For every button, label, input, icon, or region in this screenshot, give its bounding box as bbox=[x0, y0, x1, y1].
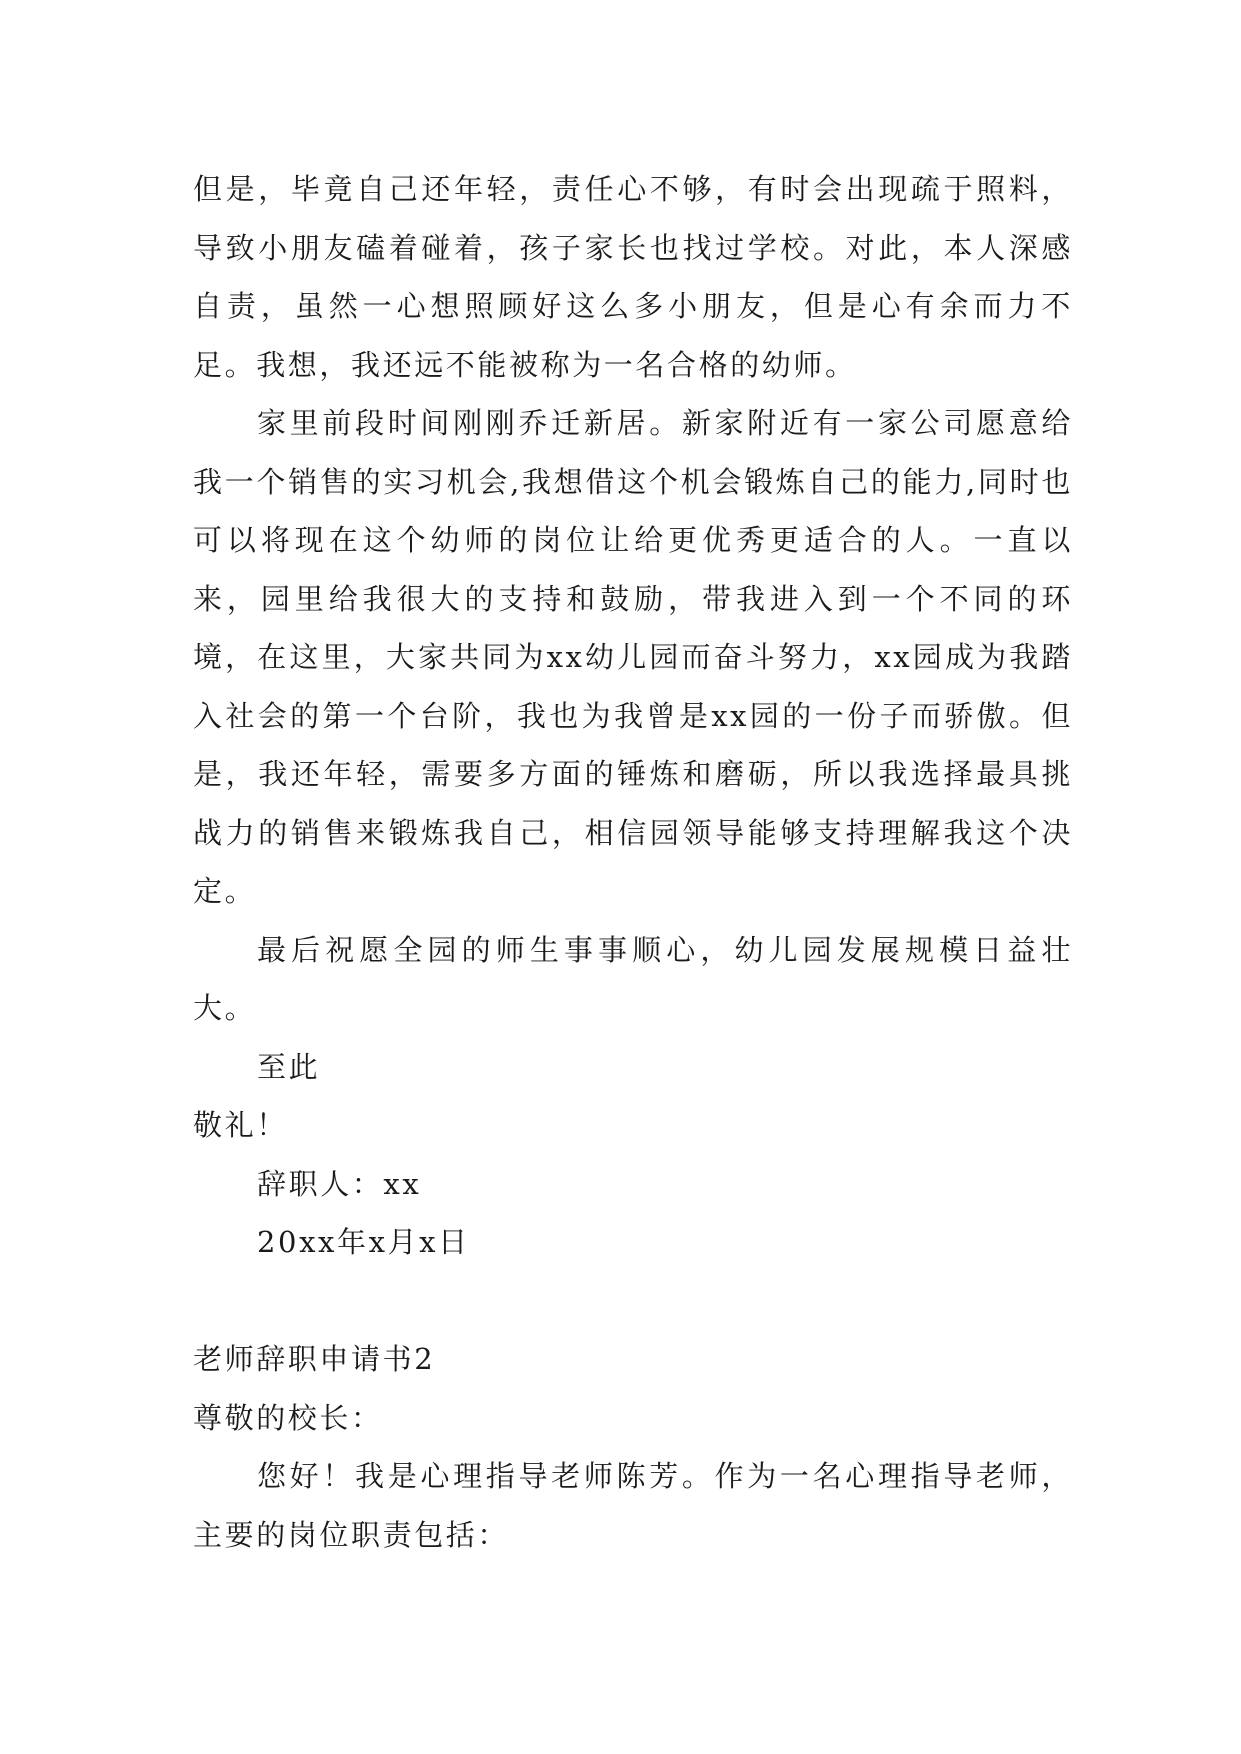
closing-zhici: 至此 bbox=[257, 1049, 321, 1084]
paragraph-responsibility: 但是，毕竟自己还年轻，责任心不够，有时会出现疏于照料，导致小朋友磕着碰着，孩子家长也找过学校。对此，本人深感自责，虽然一心想照顾好这么多小朋友，但是心有余而力不足。我想，我还远不能被称为一名合格的幼师。 bbox=[193, 172, 1073, 382]
date-line: 20xx年x月x日 bbox=[257, 1225, 470, 1259]
paragraph-wishes: 最后祝愿全园的师生事事顺心，幼儿园发展规模日益壮大。 bbox=[193, 932, 1073, 1025]
letter2-title: 老师辞职申请书2 bbox=[193, 1342, 436, 1376]
document-body bbox=[193, 160, 1073, 1564]
closing-salute: 敬礼！ bbox=[193, 1108, 288, 1142]
section-spacer bbox=[193, 1272, 1073, 1331]
letter2-salutation: 尊敬的校长： bbox=[193, 1400, 383, 1435]
letter2-opening: 您好！我是心理指导老师陈芳。作为一名心理指导老师，主要的岗位职责包括： bbox=[193, 1459, 1073, 1552]
signer-line: 辞职人：xx bbox=[257, 1166, 422, 1201]
paragraph-reason: 家里前段时间刚刚乔迁新居。新家附近有一家公司愿意给我一个销售的实习机会,我想借这个机会锻炼自己的能力,同时也可以将现在这个幼师的岗位让给更优秀更适合的人。一直以来，园里给我很大的支持和鼓励，带我进入到一个不同的环境，在这里，大家共同为xx幼儿园而奋斗努力，xx园成为我踏入社会的第一个台阶，我也为我曾是xx园的一份子而骄傲。但是，我还年轻，需要多方面的锤炼和磨砺，所以我选择最具挑战力的销售来锻炼我自己，相信园领导能够支持理解我这个决定。 bbox=[193, 406, 1073, 908]
